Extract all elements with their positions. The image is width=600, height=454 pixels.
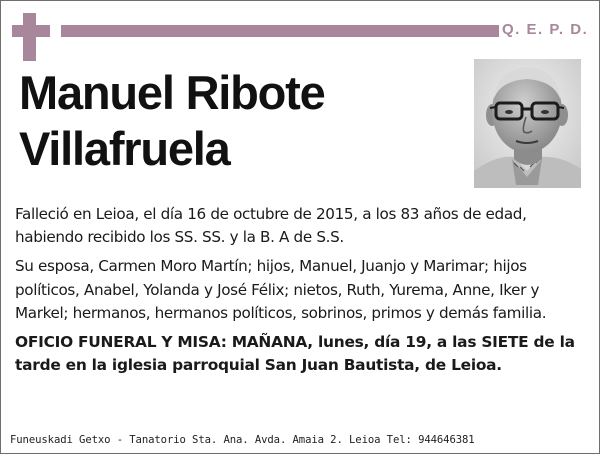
family-text: Su esposa, Carmen Moro Martín; hijos, Manuel, Juanjo y Marimar; hijos políticos, Anabel, Yolanda y José Félix; nietos, Ruth, Yurema, Anne, Iker y Markel; hermanos, hermanos políticos, sobrinos, primos y demás familia. xyxy=(15,257,547,322)
header-band xyxy=(61,25,499,37)
cross-vertical-bar xyxy=(23,13,36,61)
funeral-home-footer: Funeuskadi Getxo - Tanatorio Sta. Ana. Avda. Amaia 2. Leioa Tel: 944646381 xyxy=(10,434,475,446)
deceased-photo xyxy=(474,59,581,188)
death-notice-text: Falleció en Leioa, el día 16 de octubre de 2015, a los 83 años de edad, habiendo recibido los SS. SS. y la B. A de S.S. xyxy=(15,205,527,247)
deceased-name xyxy=(19,65,469,177)
qepd-label: Q. E. P. D. xyxy=(502,21,589,38)
deceased-name-line-2: Villafruela xyxy=(19,122,230,175)
deceased-name-line-1: Manuel Ribote xyxy=(19,66,325,119)
cross-horizontal-bar xyxy=(12,25,50,37)
portrait-image xyxy=(474,59,581,188)
funeral-text: OFICIO FUNERAL Y MISA: MAÑANA, lunes, día 19, a las SIETE de la tarde en la iglesia parroquial San Juan Bautista, de Leioa. xyxy=(15,333,575,375)
obituary-body xyxy=(15,203,585,383)
